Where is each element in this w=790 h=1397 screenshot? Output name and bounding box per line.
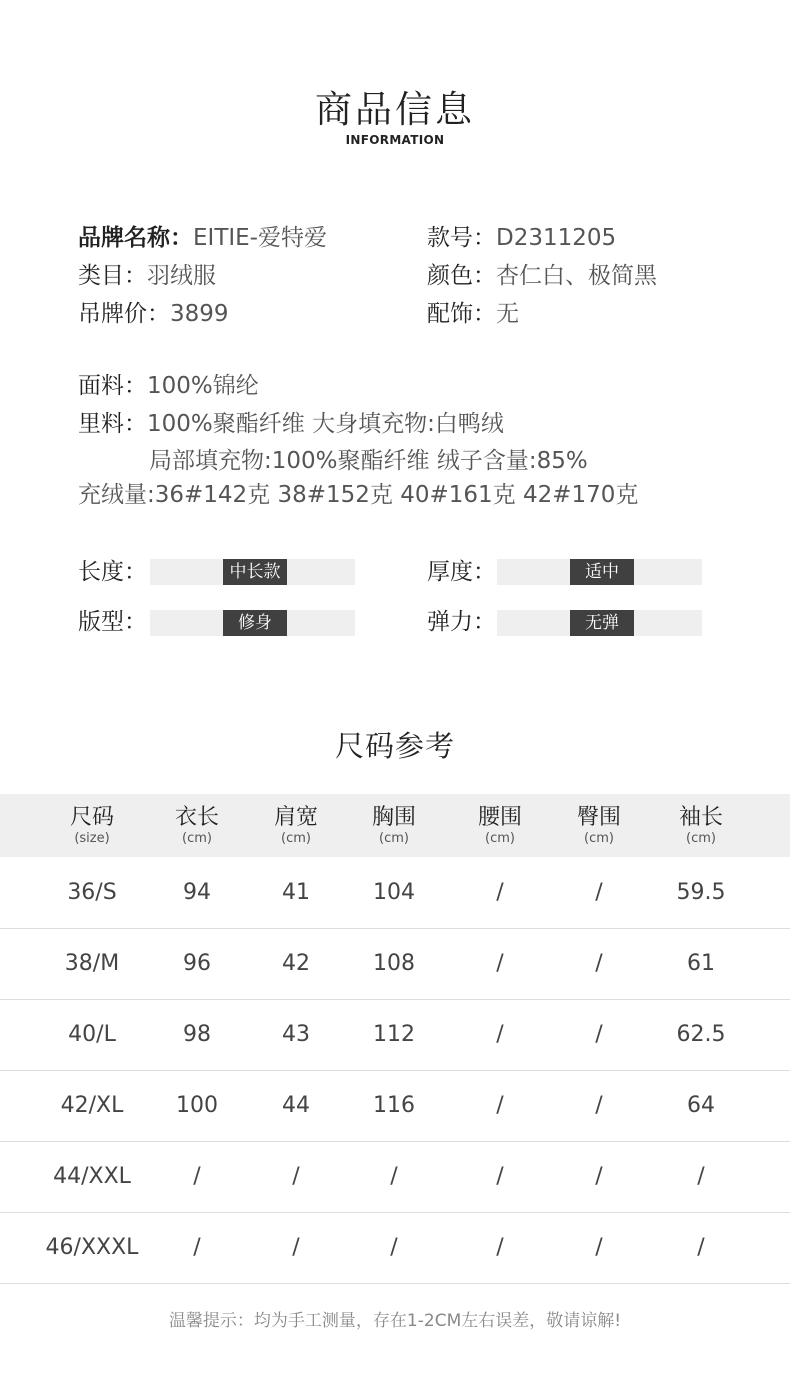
cell-length: 98 [183, 1022, 211, 1047]
cell-length: / [193, 1235, 201, 1260]
cell-waist: / [496, 1093, 504, 1118]
cell-shoulder: 41 [282, 880, 310, 905]
accessory-value: 无 [496, 301, 519, 327]
accessory-row [427, 298, 519, 330]
table-row [0, 1141, 790, 1213]
cell-length: 96 [183, 951, 211, 976]
cell-shoulder: 43 [282, 1022, 310, 1047]
cell-shoulder: 42 [282, 951, 310, 976]
header-size [70, 794, 114, 857]
category-label: 类目： [78, 263, 147, 289]
lining-value: 100%聚酯纤维 大身填充物:白鸭绒 [147, 411, 504, 437]
fit-chip: 修身 [223, 610, 287, 636]
fill-weight-row: 充绒量:36#142克 38#152克 40#161克 42#170克 [78, 482, 639, 508]
thickness-label: 厚度： [427, 559, 496, 585]
page-title: 商品信息 [315, 88, 475, 131]
cell-shoulder: / [292, 1164, 300, 1189]
cell-chest: / [390, 1164, 398, 1189]
cell-size: 40/L [68, 1022, 116, 1047]
category-row [78, 260, 216, 292]
header-waist-label: 腰围 [477, 805, 523, 830]
cell-sleeve: 61 [687, 951, 715, 976]
header-shoulder-unit: (cm) [281, 831, 311, 846]
cell-chest: 104 [373, 880, 415, 905]
cell-sleeve: / [697, 1235, 705, 1260]
thickness-meter [497, 559, 702, 585]
cell-hip: / [595, 880, 603, 905]
cell-hip: / [595, 1235, 603, 1260]
header-length-label: 衣长 [174, 805, 220, 830]
cell-chest: / [390, 1235, 398, 1260]
style-no-value: D2311205 [496, 225, 617, 251]
cell-chest: 108 [373, 951, 415, 976]
header-waist [478, 794, 522, 857]
lining-second-line: 局部填充物:100%聚酯纤维 绒子含量:85% [149, 448, 588, 474]
header-length [175, 794, 219, 857]
elasticity-chip: 无弹 [570, 610, 634, 636]
header-waist-unit: (cm) [485, 831, 515, 846]
footer-note: 温馨提示：均为手工测量，存在1-2CM左右误差，敬请谅解! [168, 1311, 622, 1331]
category-value: 羽绒服 [147, 263, 216, 289]
cell-waist: / [496, 880, 504, 905]
cell-length: 94 [183, 880, 211, 905]
cell-hip: / [595, 1164, 603, 1189]
table-row [0, 1212, 790, 1284]
header-shoulder-label: 肩宽 [273, 805, 319, 830]
fit-label: 版型： [78, 609, 147, 635]
cell-chest: 112 [373, 1022, 415, 1047]
length-label: 长度： [78, 559, 147, 585]
table-row [0, 928, 790, 1000]
header-length-unit: (cm) [182, 831, 212, 846]
header-sleeve-unit: (cm) [686, 831, 716, 846]
cell-length: 100 [176, 1093, 218, 1118]
cell-hip: / [595, 1022, 603, 1047]
accessory-label: 配饰： [427, 301, 496, 327]
style-no-row [427, 222, 616, 254]
page-subtitle: INFORMATION [345, 133, 445, 147]
header-shoulder [274, 794, 318, 857]
cell-hip: / [595, 1093, 603, 1118]
tag-price-row [78, 298, 229, 330]
cell-shoulder: / [292, 1235, 300, 1260]
tag-price-label: 吊牌价： [78, 301, 170, 327]
length-chip: 中长款 [223, 559, 287, 585]
cell-size: 36/S [67, 880, 117, 905]
header-hip-unit: (cm) [584, 831, 614, 846]
cell-waist: / [496, 1022, 504, 1047]
header-sleeve-label: 袖长 [678, 805, 724, 830]
header-chest-unit: (cm) [379, 831, 409, 846]
tag-price-value: 3899 [170, 301, 229, 327]
cell-sleeve: 59.5 [676, 880, 726, 905]
brand-row [78, 222, 327, 254]
brand-label: 品牌名称： [78, 225, 193, 251]
cell-hip: / [595, 951, 603, 976]
outer-fabric-row [78, 368, 259, 404]
cell-waist: / [496, 1235, 504, 1260]
cell-sleeve: 62.5 [676, 1022, 726, 1047]
header-sleeve [679, 794, 723, 857]
cell-chest: 116 [373, 1093, 415, 1118]
table-row [0, 999, 790, 1071]
elasticity-meter [497, 610, 702, 636]
cell-size: 42/XL [60, 1093, 124, 1118]
cell-size: 44/XXL [53, 1164, 131, 1189]
length-meter [150, 559, 355, 585]
style-no-label: 款号： [427, 225, 496, 251]
cell-waist: / [496, 1164, 504, 1189]
table-row [0, 1070, 790, 1142]
cell-shoulder: 44 [282, 1093, 310, 1118]
cell-size: 38/M [64, 951, 120, 976]
cell-sleeve: / [697, 1164, 705, 1189]
header-chest-label: 胸围 [371, 805, 417, 830]
cell-length: / [193, 1164, 201, 1189]
outer-fabric-label: 面料： [78, 373, 147, 399]
cell-waist: / [496, 951, 504, 976]
brand-value: EITIE-爱特爱 [193, 225, 327, 251]
fit-meter [150, 610, 355, 636]
lining-label: 里料： [78, 411, 147, 437]
lining-row [78, 406, 504, 442]
outer-fabric-value: 100%锦纶 [147, 373, 259, 399]
cell-sleeve: 64 [687, 1093, 715, 1118]
color-row [427, 260, 657, 292]
elasticity-label: 弹力： [427, 609, 496, 635]
color-label: 颜色： [427, 263, 496, 289]
color-value: 杏仁白、极简黑 [496, 263, 657, 289]
size-chart-title: 尺码参考 [334, 729, 455, 763]
header-size-label: 尺码 [69, 805, 115, 830]
header-hip-label: 臀围 [576, 805, 622, 830]
size-table-header [0, 794, 790, 857]
table-row [0, 857, 790, 929]
thickness-chip: 适中 [570, 559, 634, 585]
header-hip [577, 794, 621, 857]
cell-size: 46/XXXL [45, 1235, 139, 1260]
header-size-unit: (size) [74, 831, 110, 846]
header-chest [372, 794, 416, 857]
